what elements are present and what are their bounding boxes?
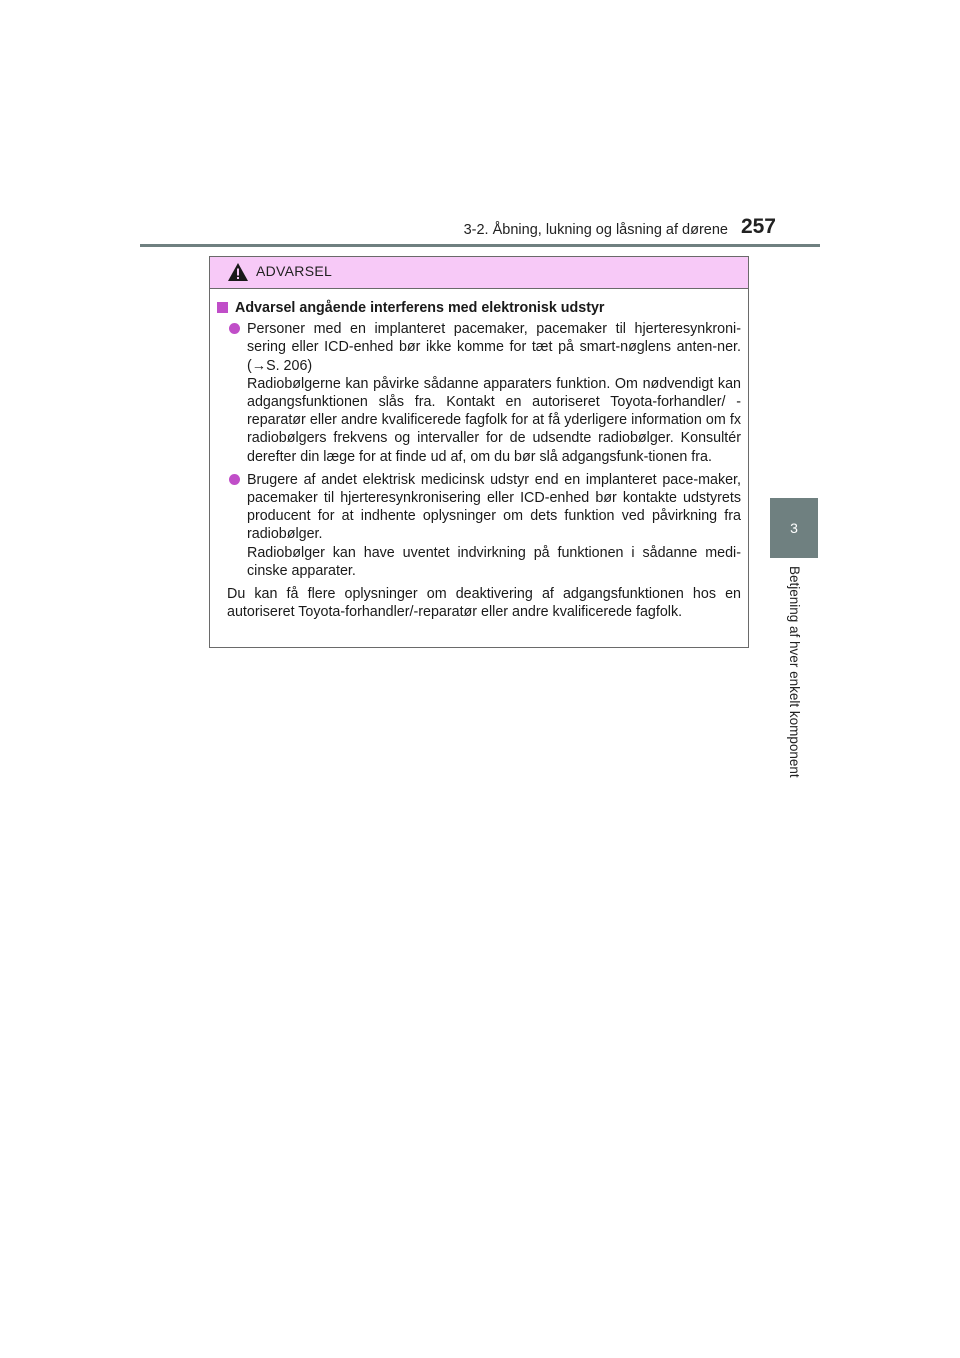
list-item (229, 320, 741, 466)
bullet-paragraph: Radiobølgerne kan påvirke sådanne apparaters funktion. Om nødvendigt kan adgangsfunktionen slås fra. Kontakt en autoriseret Toyota-forhandler/ -reparatør eller andre kvalificerede fagfolk for at få yderligere information om fx radiobølgers frekvens og intervaller for de udsendte radiobølger. Konsultér derefter din læge for at finde ud af, om du bør slå adgangsfunk-tionen fra. (247, 375, 741, 465)
circle-bullet-icon (229, 474, 240, 485)
section-title: 3-2. Åbning, lukning og låsning af dørene (463, 222, 728, 238)
bullet-text (247, 471, 741, 580)
warning-label: ADVARSEL (256, 263, 333, 279)
chapter-tab (770, 498, 818, 558)
warning-box (209, 256, 749, 648)
warning-header (210, 257, 748, 289)
warning-triangle-icon (227, 262, 249, 282)
warning-subheading (216, 299, 741, 317)
page-reference: S. 206) (266, 357, 313, 374)
header-divider (140, 244, 820, 247)
warning-body (210, 289, 748, 621)
page-number: 257 (740, 215, 776, 238)
arrow-icon: → (251, 357, 267, 374)
chapter-title: Betjening af hver enkelt komponent (787, 566, 802, 778)
circle-bullet-icon (229, 323, 240, 334)
subheading-text: Advarsel angående interferens med elektronisk udstyr (235, 300, 605, 316)
bullet-text (247, 320, 741, 466)
list-item (229, 471, 741, 580)
page-header (140, 214, 820, 244)
bullet-paragraph: Radiobølger kan have uventet indvirkning på funktionen i sådanne medi-cinske apparater. (247, 544, 741, 579)
bullet-paragraph (247, 320, 741, 375)
bullet-text-part: Personer med en implanteret pacemaker, pacemaker til hjerteresynkroni-sering eller ICD-enhed bør ikke komme for tæt på smart-nøglens anten-ner. ( (247, 321, 741, 374)
warning-note: Du kan få flere oplysninger om deaktivering af adgangsfunktionen hos en autoriseret Toyota-forhandler/-reparatør eller andre kvalificerede fagfolk. (227, 586, 741, 621)
bullet-paragraph: Brugere af andet elektrisk medicinsk udstyr end en implanteret pace-maker, pacemaker til hjerteresynkronisering eller ICD-enhed bør kontakte udstyrets producent for at indhente oplysninger om dets funktion ved påvirkning fra radiobølger. (247, 471, 741, 543)
square-bullet-icon (217, 302, 228, 313)
chapter-number: 3 (790, 520, 798, 536)
